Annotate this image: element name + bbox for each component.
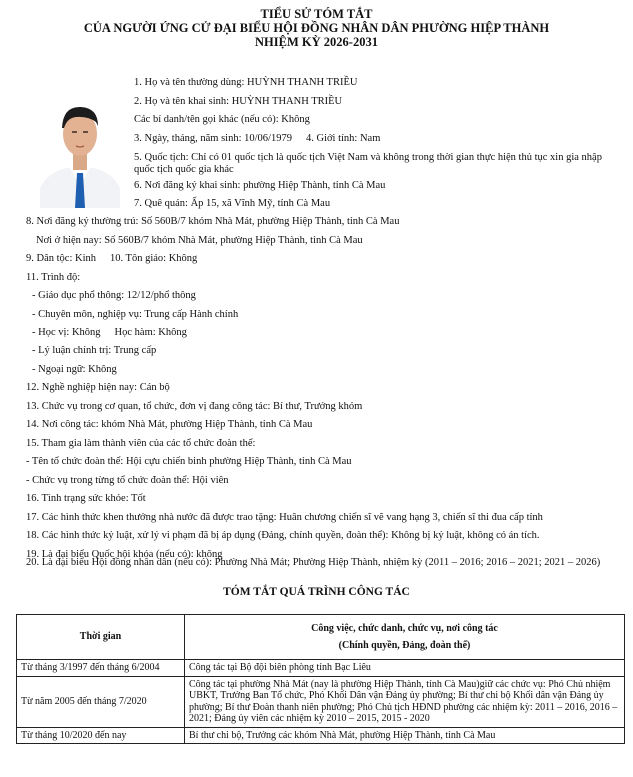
field-ethnicity: 9. Dân tộc: Kinh <box>26 253 96 264</box>
field-degree: - Học vị: Không <box>32 327 101 338</box>
work-history-table <box>16 614 625 744</box>
field-organization-name: - Tên tổ chức đoàn thể: Hội cựu chiến binh phường Hiệp Thành, tỉnh Cà Mau <box>26 456 352 467</box>
field-position: 13. Chức vụ trong cơ quan, tổ chức, đơn vị đang công tác: Bí thư, Trưởng khóm <box>26 401 363 412</box>
field-hometown: 7. Quê quán: Ấp 15, xã Vĩnh Mỹ, tỉnh Cà Mau <box>134 198 331 209</box>
field-foreign-language: - Ngoại ngữ: Không <box>32 364 117 375</box>
row-work: Công tác tại phường Nhà Mát (nay là phường Hiệp Thành, tỉnh Cà Mau)giữ các chức vụ: Phó Chủ nhiệm UBKT, Trưởng Ban Tổ chức, Phó Khối Dân vận Đảng ủy phường; Bí thư chi bộ Khối dân vận Đảng ủy phường; Bí thư Đoàn thanh niên phường; Phó Chủ tịch HĐND phường các nhiệm kỳ: 2011 – 2016, 2016 – 2021; Đảng ủy viên các nhiệm kỳ 2010 – 2015, 2015 - 2020 <box>185 676 625 727</box>
field-workplace: 14. Nơi công tác: khóm Nhà Mát, phường Hiệp Thành, tỉnh Cà Mau <box>26 419 313 430</box>
row-work: Công tác tại Bộ đội biên phòng tỉnh Bạc Liêu <box>185 660 625 677</box>
field-current-residence: Nơi ở hiện nay: Số 560B/7 khóm Nhà Mát, phường Hiệp Thành, tỉnh Cà Mau <box>36 235 363 246</box>
row-time: Từ tháng 3/1997 đến tháng 6/2004 <box>17 660 185 677</box>
field-birthday-gender <box>134 133 380 145</box>
field-religion: 10. Tôn giáo: Không <box>110 253 198 264</box>
field-organization-role: - Chức vụ trong từng tổ chức đoàn thể: Hội viên <box>26 475 229 486</box>
column-header-work-line2: (Chính quyền, Đảng, đoàn thể) <box>338 640 471 651</box>
row-time: Từ tháng 10/2020 đến nay <box>17 727 185 744</box>
column-header-work <box>185 615 625 660</box>
field-council-delegate: 20. Là đại biểu Hội đồng nhân dân (nếu có): Phường Nhà Mát; Phường Hiệp Thành, nhiệm kỳ (2011 – 2016; 2016 – 2021; 2021 – 2026) <box>26 557 601 568</box>
field-profession: - Chuyên môn, nghiệp vụ: Trung cấp Hành chính <box>32 309 239 320</box>
field-awards: 17. Các hình thức khen thưởng nhà nước đã được trao tặng: Huân chương chiến sĩ vẽ vang hạng 3, chiến sĩ thi đua cấp tỉnh <box>26 512 543 523</box>
field-birthday: 3. Ngày, tháng, năm sinh: 10/06/1979 <box>134 133 292 144</box>
doc-title: TIỂU SỬ TÓM TẮT <box>260 7 373 21</box>
field-health: 16. Tình trạng sức khỏe: Tốt <box>26 493 146 504</box>
field-ethnicity-religion <box>26 253 197 265</box>
table-row <box>17 676 625 727</box>
field-nationality: 5. Quốc tịch: Chỉ có 01 quốc tịch là quốc tịch Việt Nam và không trong thời gian thực hiện thủ tục xin gia nhập quốc tịch quốc gia khác <box>134 152 602 175</box>
table-row <box>17 727 625 744</box>
field-general-education: - Giáo dục phổ thông: 12/12/phổ thông <box>32 290 196 301</box>
field-national-assembly: 19. Là đại biểu Quốc hội khóa (nếu có): không <box>26 549 223 560</box>
field-occupation: 12. Nghề nghiệp hiện nay: Cán bộ <box>26 382 170 393</box>
field-discipline: 18. Các hình thức kỷ luật, xử lý vi phạm đã bị áp dụng (Đảng, chính quyền, đoàn thể): Không bị kỷ luật, không có án tích. <box>26 530 540 541</box>
row-time: Từ năm 2005 đến tháng 7/2020 <box>17 676 185 727</box>
history-title: TÓM TẮT QUÁ TRÌNH CÔNG TÁC <box>223 586 410 598</box>
field-alias: Các bí danh/tên gọi khác (nếu có): Không <box>134 114 310 125</box>
table-header-row <box>17 615 625 660</box>
candidate-portrait <box>36 76 124 208</box>
field-birth-name: 2. Họ và tên khai sinh: HUỲNH THANH TRIỀU <box>134 96 343 107</box>
column-header-work-line1: Công việc, chức danh, chức vụ, nơi công tác <box>311 622 498 634</box>
field-degree-title <box>32 327 187 339</box>
column-header-time: Thời gian <box>17 615 185 660</box>
field-education: 11. Trình độ: <box>26 272 81 283</box>
field-permanent-residence: 8. Nơi đăng ký thường trú: Số 560B/7 khóm Nhà Mát, phường Hiệp Thành, tỉnh Cà Mau <box>26 216 400 227</box>
row-work: Bí thư chi bộ, Trưởng các khóm Nhà Mát, phường Hiệp Thành, tỉnh Cà Mau <box>185 727 625 744</box>
field-political-theory: - Lý luận chính trị: Trung cấp <box>32 345 157 356</box>
field-academic-title: Học hàm: Không <box>114 327 187 338</box>
field-gender: 4. Giới tính: Nam <box>305 133 381 144</box>
doc-term: NHIỆM KỲ 2026-2031 <box>255 35 378 49</box>
field-organizations: 15. Tham gia làm thành viên của các tổ chức đoàn thể: <box>26 438 256 449</box>
doc-subtitle: CỦA NGƯỜI ỨNG CỬ ĐẠI BIỂU HỘI ĐỒNG NHÂN DÂN PHƯỜNG HIỆP THÀNH <box>83 21 550 35</box>
table-row <box>17 660 625 677</box>
field-common-name: 1. Họ và tên thường dùng: HUỲNH THANH TRIỀU <box>134 77 358 88</box>
field-birth-registration: 6. Nơi đăng ký khai sinh: phường Hiệp Thành, tỉnh Cà Mau <box>134 180 386 191</box>
